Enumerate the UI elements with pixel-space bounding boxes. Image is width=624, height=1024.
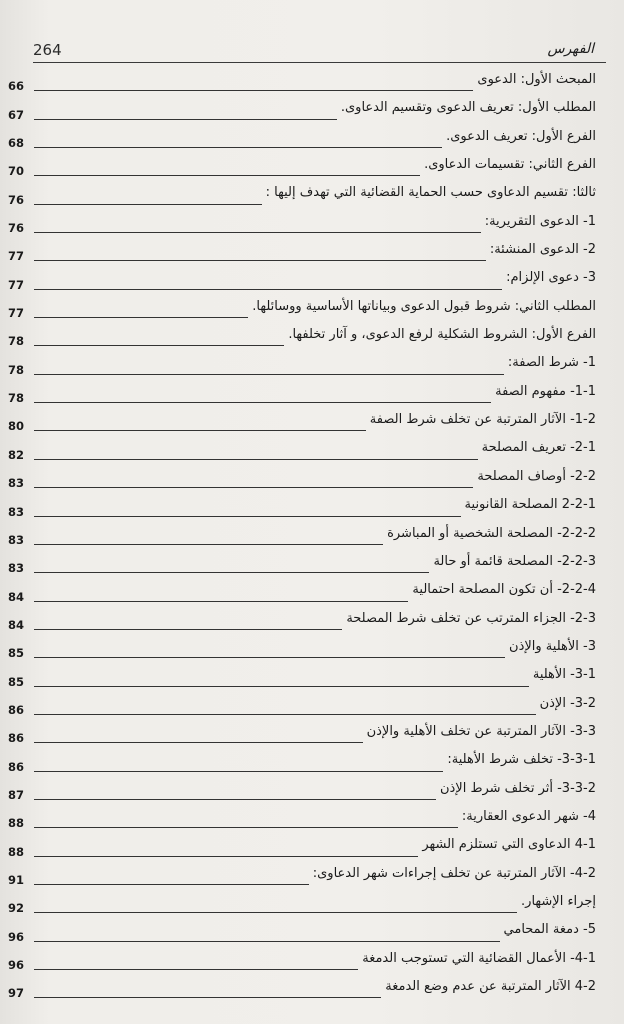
toc-entry xyxy=(8,465,596,493)
toc-entry-label: 4-2 الآثار المترتبة عن عدم وضع الدمغة xyxy=(385,979,596,994)
toc-page-number: 77 xyxy=(8,306,25,321)
toc-page-number: 85 xyxy=(8,646,25,661)
toc-leader-line xyxy=(34,686,529,687)
toc-leader-line xyxy=(34,317,248,318)
toc-entry-label: 3-1- الأهلية xyxy=(532,667,596,683)
toc-entry xyxy=(8,238,596,266)
toc-entry xyxy=(8,833,596,861)
toc-entry-label: 1-1- مفهوم الصفة xyxy=(495,383,596,399)
toc-leader-line xyxy=(34,572,429,573)
toc-leader-line xyxy=(34,714,536,715)
toc-leader-line xyxy=(34,374,504,375)
toc-leader-line xyxy=(34,402,491,403)
toc-page-number: 88 xyxy=(8,844,25,859)
toc-entry-label: المبحث الأول: الدعوى xyxy=(477,72,596,87)
page-number: 264 xyxy=(33,41,62,59)
toc-entry-label: 4-1 الدعاوى التي تستلزم الشهر xyxy=(422,837,596,853)
toc-page-number: 76 xyxy=(8,221,25,236)
toc-page-number: 97 xyxy=(8,986,25,1001)
toc-leader-line xyxy=(34,430,366,431)
toc-leader-line xyxy=(34,771,443,772)
toc-entry xyxy=(8,862,596,890)
toc-entry-label: 4-1- الأعمال القضائية التي تستوجب الدمغة xyxy=(362,950,596,966)
toc-entry xyxy=(8,947,596,975)
toc-leader-line xyxy=(34,799,436,800)
toc-entry-label: إجراء الإشهار. xyxy=(521,893,596,909)
toc-leader-line xyxy=(34,629,342,630)
toc-leader-line xyxy=(34,657,505,658)
toc-leader-line xyxy=(34,289,502,290)
toc-page-number: 78 xyxy=(8,362,25,377)
toc-leader-line xyxy=(34,345,284,346)
toc-page-number: 96 xyxy=(8,958,25,972)
toc-page-number: 66 xyxy=(8,79,25,94)
toc-entry xyxy=(8,607,596,635)
toc-page-number: 86 xyxy=(8,759,25,774)
toc-leader-line xyxy=(34,119,337,120)
toc-entry-label: 2-2- أوصاف المصلحة xyxy=(477,468,596,484)
toc-page-number: 83 xyxy=(8,476,25,491)
toc-page-number: 77 xyxy=(8,277,25,292)
toc-entry xyxy=(8,663,596,691)
toc-page-number: 76 xyxy=(8,192,25,207)
toc-entry xyxy=(8,522,596,550)
toc-entry-label: 3-3-1- تخلف شرط الأهلية: xyxy=(447,752,596,768)
toc-entry-label: المطلب الثاني: شروط قبول الدعوى وبياناتها الأساسية ووسائلها. xyxy=(252,298,596,314)
toc-entry-label: 2-1- تعريف المصلحة xyxy=(481,440,596,456)
toc-entry xyxy=(8,550,596,578)
toc-entry-label: 1- شرط الصفة: xyxy=(507,355,596,371)
toc-entry xyxy=(8,635,596,663)
toc-page-number: 88 xyxy=(8,816,25,831)
toc-page-number: 86 xyxy=(8,731,25,746)
toc-entry-label: ثالثا: تقسيم الدعاوى حسب الحماية القضائية التي تهدف إليها : xyxy=(265,185,596,201)
toc-entry-label: 2- الدعوى المنشئة: xyxy=(489,242,596,258)
toc-entry xyxy=(8,351,596,379)
toc-page-number: 85 xyxy=(8,674,25,689)
toc-leader-line xyxy=(34,827,458,828)
toc-entry-label: 2-2-1 المصلحة القانونية xyxy=(464,497,596,513)
toc-entry xyxy=(8,96,596,124)
toc-leader-line xyxy=(34,175,420,176)
toc-leader-line xyxy=(34,459,478,460)
toc-entry xyxy=(8,153,596,181)
toc-entry-label: 2-2-4- أن تكون المصلحة احتمالية xyxy=(412,582,596,598)
toc-page-number: 96 xyxy=(8,929,25,944)
toc-page-number: 83 xyxy=(8,561,25,576)
page-title: الفهرس xyxy=(547,41,594,57)
table-of-contents xyxy=(8,68,596,1003)
toc-entry xyxy=(8,266,596,294)
toc-entry-label: 3- دعوى الإلزام: xyxy=(506,270,596,286)
toc-page-number: 87 xyxy=(8,787,25,802)
toc-page-number: 80 xyxy=(8,419,25,434)
toc-leader-line xyxy=(34,204,262,205)
toc-entry-label: 4- شهر الدعوى العقارية: xyxy=(461,808,596,824)
toc-leader-line xyxy=(34,969,358,970)
toc-entry xyxy=(8,918,596,946)
toc-entry-label: 2-2-3- المصلحة قائمة أو حالة xyxy=(433,553,596,569)
toc-entry xyxy=(8,692,596,720)
toc-entry-label: 1- الدعوى التقريرية: xyxy=(484,213,596,229)
toc-entry-label: الفرع الأول: الشروط الشكلية لرفع الدعوى، و آثار تخلفها. xyxy=(288,327,596,343)
toc-page-number: 78 xyxy=(8,334,25,349)
toc-page-number: 84 xyxy=(8,617,25,632)
toc-entry xyxy=(8,720,596,748)
toc-page-number: 91 xyxy=(8,872,25,887)
toc-leader-line xyxy=(34,941,500,942)
toc-entry-label: الفرع الثاني: تقسيمات الدعاوى. xyxy=(424,157,596,173)
toc-leader-line xyxy=(34,997,381,998)
toc-page-number: 67 xyxy=(8,107,25,122)
toc-leader-line xyxy=(34,856,418,857)
toc-entry xyxy=(8,408,596,436)
toc-entry xyxy=(8,777,596,805)
toc-leader-line xyxy=(34,232,481,233)
toc-entry xyxy=(8,805,596,833)
toc-entry-label: 5- دمغة المحامي xyxy=(503,922,596,938)
toc-leader-line xyxy=(34,601,408,602)
toc-page-number: 82 xyxy=(8,447,25,462)
toc-entry xyxy=(8,975,596,1003)
toc-leader-line xyxy=(34,516,461,517)
toc-leader-line xyxy=(34,912,517,913)
toc-entry xyxy=(8,125,596,153)
toc-entry xyxy=(8,295,596,323)
toc-entry xyxy=(8,68,596,96)
toc-page-number: 83 xyxy=(8,504,25,519)
toc-entry xyxy=(8,578,596,606)
toc-entry-label: 3-2- الإذن xyxy=(539,695,596,711)
toc-entry-label: الفرع الأول: تعريف الدعوى. xyxy=(446,128,596,144)
toc-entry-label: 3-3-2- أثر تخلف شرط الإذن xyxy=(439,780,596,796)
toc-entry-label: 1-2- الآثار المترتبة عن تخلف شرط الصفة xyxy=(369,412,596,428)
toc-leader-line xyxy=(34,742,363,743)
toc-entry-label: 4-2- الآثار المترتبة عن تخلف إجراءات شهر الدعاوى: xyxy=(312,865,596,881)
toc-leader-line xyxy=(34,260,486,261)
toc-page-number: 86 xyxy=(8,702,25,717)
toc-page-number: 68 xyxy=(8,136,25,151)
toc-entry xyxy=(8,493,596,521)
toc-entry xyxy=(8,323,596,351)
toc-entry xyxy=(8,436,596,464)
toc-page-number: 83 xyxy=(8,532,25,547)
toc-page-number: 78 xyxy=(8,391,25,406)
toc-page-number: 84 xyxy=(8,589,25,604)
toc-leader-line xyxy=(34,884,309,885)
toc-entry xyxy=(8,748,596,776)
toc-page-number: 70 xyxy=(8,164,25,179)
toc-page-number: 77 xyxy=(8,249,25,264)
toc-leader-line xyxy=(34,487,473,488)
toc-entry-label: 2-3- الجزاء المترتب عن تخلف شرط المصلحة xyxy=(346,610,596,626)
header-rule xyxy=(33,62,606,63)
toc-entry-label: المطلب الأول: تعريف الدعوى وتقسيم الدعاوى. xyxy=(340,100,596,116)
toc-entry-label: 3- الأهلية والإذن xyxy=(509,638,596,654)
toc-entry-label: 3-3- الآثار المترتبة عن تخلف الأهلية والإذن xyxy=(366,723,596,739)
toc-entry xyxy=(8,380,596,408)
toc-entry-label: 2-2-2- المصلحة الشخصية أو المباشرة xyxy=(387,525,596,541)
toc-page-number: 92 xyxy=(8,901,25,916)
toc-entry xyxy=(8,890,596,918)
toc-leader-line xyxy=(34,90,473,91)
toc-leader-line xyxy=(34,147,442,148)
toc-leader-line xyxy=(34,544,383,545)
toc-entry xyxy=(8,181,596,209)
toc-entry xyxy=(8,210,596,238)
